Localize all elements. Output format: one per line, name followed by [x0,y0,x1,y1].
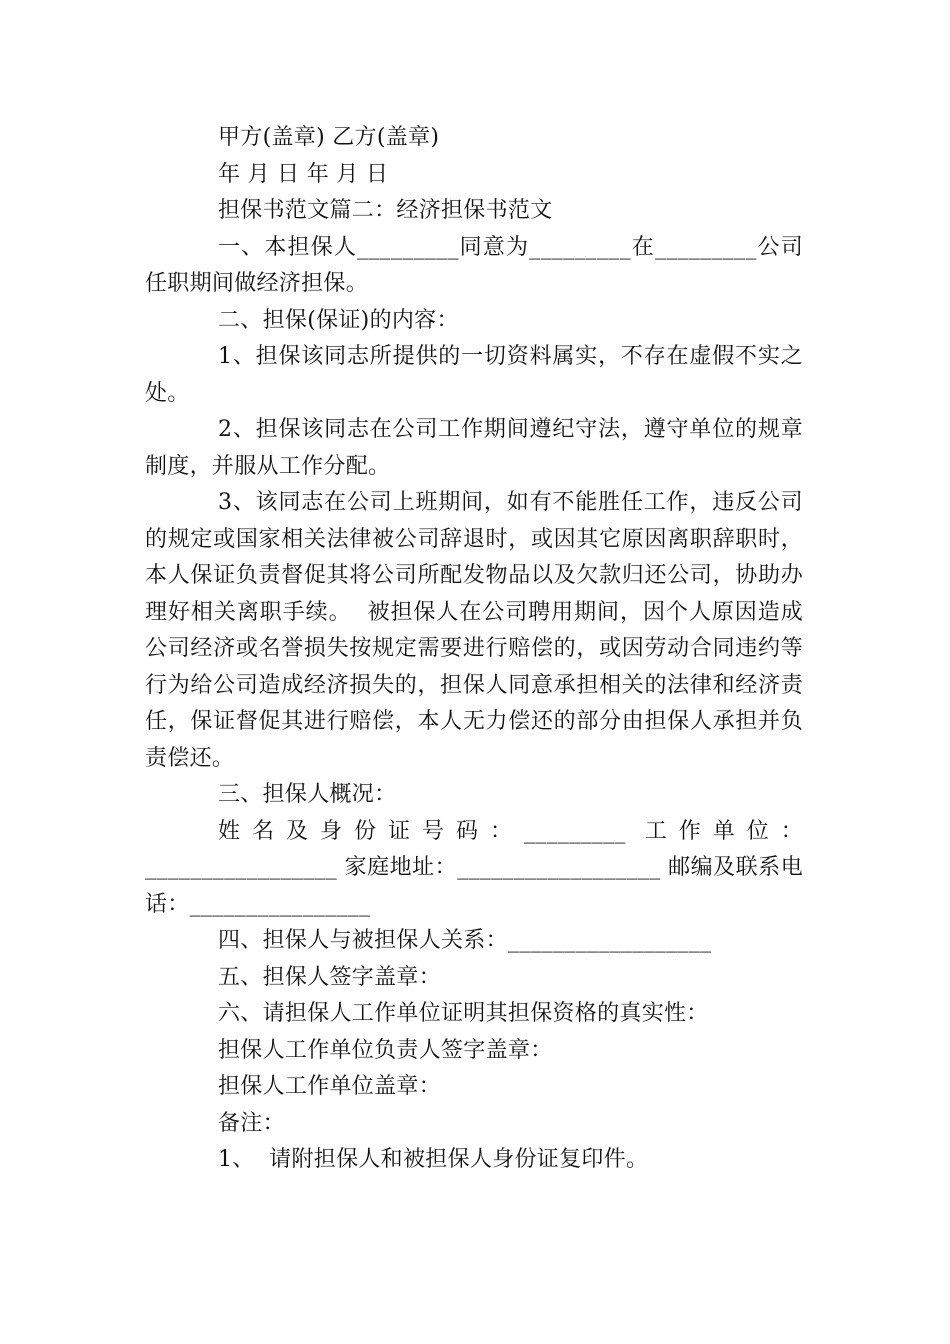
clause-2-item-3: 3、该同志在公司上班期间，如有不能胜任工作，违反公司的规定或国家相关法律被公司辞退时，或因其它原因离职辞职时，本人保证负责督促其将公司所配发物品以及欠款归还公司，协助办理好相关离职手续。 被担保人在公司聘用期间，因个人原因造成公司经济或名誉损失按规定需要进行赔偿的，或因劳动合同违约等行为给公司造成经济损失的，担保人同意承担相关的法律和经济责任，保证督促其进行赔偿，本人无力偿还的部分由担保人承担并负责偿还。 [145,490,803,771]
document-body [145,120,803,1179]
remarks-heading: 备注： [218,1110,285,1136]
clause-1: 一、本担保人_________同意为_________在_________公司任职期间做经济担保。 [145,234,803,296]
signature-date-line: 年 月 日 年 月 日 [218,161,389,187]
employer-seal: 担保人工作单位盖章： [218,1074,442,1099]
remarks-item-1: 1、 请附担保人和被担保人身份证复印件。 [218,1147,649,1172]
clause-2-item-2: 2、担保该同志在公司工作期间遵纪守法，遵守单位的规章制度，并服从工作分配。 [145,417,803,479]
clause-4: 四、担保人与被担保人关系：__________________ [218,928,712,953]
section-title: 担保书范文篇二：经济担保书范文 [218,198,553,223]
guarantor-info-fields: 姓名及身份证号码：_________ 工作单位：_________________ 家庭地址：__________________ 邮编及联系电话：________________ [145,818,803,917]
signature-parties-line: 甲方(盖章) 乙方(盖章) [218,125,440,150]
clause-5: 五、担保人签字盖章： [218,964,442,990]
clause-6: 六、请担保人工作单位证明其担保资格的真实性： [218,1001,709,1026]
employer-head-signature: 担保人工作单位负责人签字盖章： [218,1037,553,1063]
clause-2-heading: 二、担保(保证)的内容： [218,307,459,333]
clause-2-item-1: 1、担保该同志所提供的一切资料属实，不存在虚假不实之处。 [145,344,803,406]
clause-3-heading: 三、担保人概况： [218,782,397,807]
